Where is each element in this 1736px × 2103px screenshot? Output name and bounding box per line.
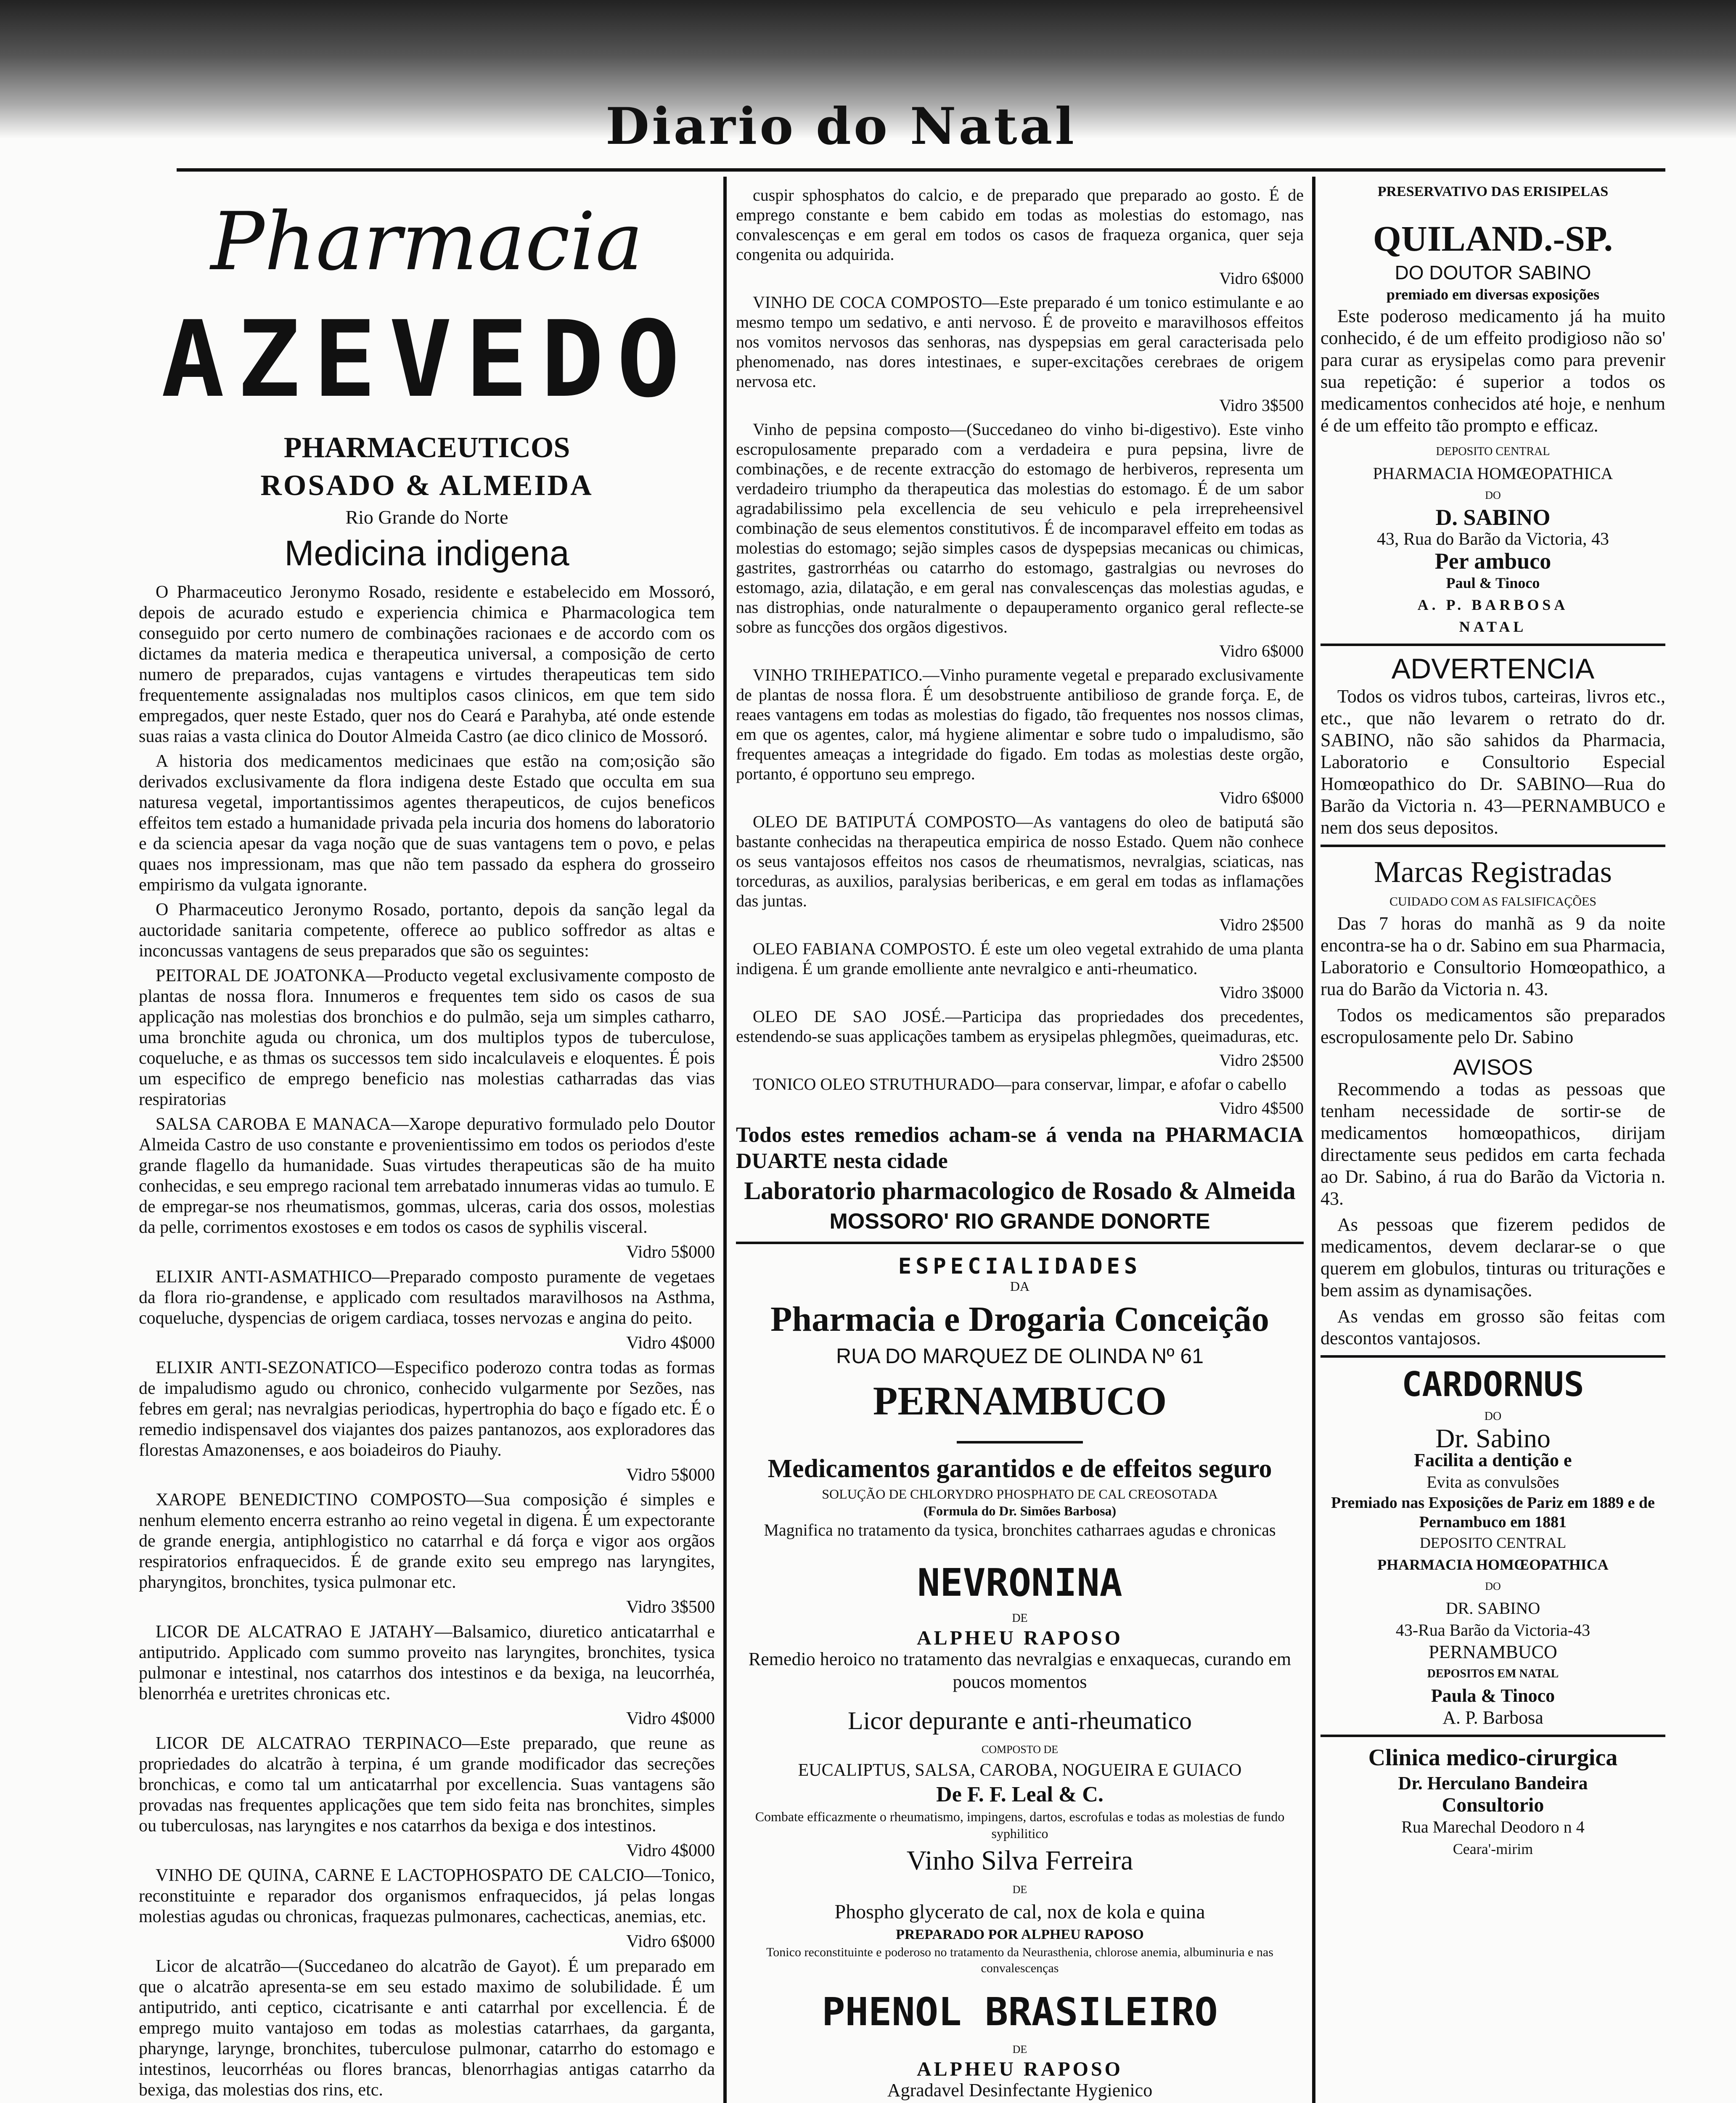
phenol-de: DE <box>1012 2043 1027 2055</box>
cardornus-premiado: Premiado nas Exposições de Pariz em 1889 e de Pernambuco em 1881 <box>1331 1494 1655 1531</box>
advertencia-title: ADVERTENCIA <box>1391 653 1595 685</box>
column-divider-2 <box>1312 177 1315 2103</box>
phenol-author: ALPHEU RAPOSO <box>916 2058 1123 2080</box>
product-salsa: SALSA CAROBA E MANACA—Xarope depurativo formulado pelo Doutor Almeida Castro de uso constante e provenientissimo em todos os periodos d'este grande flagello da humanidade. Suas virtudes therapeuticas são de ha muito conhecidas, e seu emprego racional tem arrebatado innumeras vidas ao tumulo. E de empregar-se nos rheumatismos, gommas, ulceras, caria dos ossos, molestias da pelle, corrimentos exostoses e em todos os casos de syphilis visceral. <box>139 1115 715 1237</box>
especialidades-title: ESPECIALIDADES <box>898 1254 1142 1279</box>
d-sabino: D. SABINO <box>1435 505 1551 530</box>
marcas-sub: CUIDADO COM AS FALSIFICAÇÕES <box>1389 895 1597 908</box>
price-elixir-sezonatico: Vidro 5$000 <box>626 1465 715 1485</box>
price-trihepatico: Vidro 6$000 <box>1219 788 1304 807</box>
intro-paragraph: O Pharmaceutico Jeronymo Rosado, residente e estabelecido em Mossoró, depois de acurado estudo e experiencia chimica e Pharmacologica tem conseguido por certo numero de combinações racionaes e de accordo com os dictames da materia medica e therapeutica universal, a composição de certo numero de preparados, cujas vantagens e virtudes therapeuticas tem sido frequentemente assignaladas nos multiplos casos clinicos, em que tem sido empregados, quer neste Estado, quer nos do Ceará e Parahyba, até onde estende suas raias a vasta clinica do Doutor Almeida Castro (ae dico clinico de Mossoró. <box>139 583 715 746</box>
nevronina-de: DE <box>1012 1612 1028 1625</box>
price-oleo-sao-jose: Vidro 2$500 <box>1219 1051 1304 1070</box>
cardornus-depositos-natal: DEPOSITOS EM NATAL <box>1427 1667 1559 1680</box>
do-label: DO <box>1485 489 1501 501</box>
column-2 <box>736 185 1304 2103</box>
avisos-text-1: Recommendo a todas as pessoas que tenham necessidade de sortir-se de medicamentos homœopathicos, dirijam directamente seus pedidos em carta fechada ao Dr. Sabino, á rua do Barão da Victoria n. 43. <box>1321 1079 1665 1209</box>
phospho-desc: Tonico reconstituinte e poderoso no tratamento da Neurasthenia, chlorose anemia, albuminuria e nas convalescenças <box>766 1945 1273 1975</box>
price-oleo-fabiana: Vidro 3$000 <box>1219 983 1304 1002</box>
column-1 <box>139 185 715 2103</box>
divider <box>1321 644 1665 646</box>
todos-medicamentos-text: Todos os medicamentos são preparados escropulosamente pelo Dr. Sabino <box>1321 1005 1665 1047</box>
paul-tinoco: Paul & Tinoco <box>1446 575 1540 591</box>
product-elixir-sezonatico: ELIXIR ANTI-SEZONATICO—Especifico poderozo contra todas as formas de impaludismo agudo ou chronico, conhecido vulgarmente por Sezões, nas febres em geral; nas nevralgias periodicas, hypertrophia do baço e fígado etc. É o remedio indispensavel dos viajantes dos paizes pantanozos, aos exploradores das florestas Amazonenses, e aos boiadeiros do Piauhy. <box>139 1358 715 1460</box>
horas-text: Das 7 horas do manhã as 9 da noite encontra-se ha o dr. Sabino em sua Pharmacia, Laboratorio e Consultorio Homœopathico, a rua do Barão da Victoria n. 43. <box>1321 913 1665 999</box>
price-vinho-quina: Vidro 6$000 <box>626 1932 715 1951</box>
divider <box>1321 1735 1665 1737</box>
cardornus-pharmacia: PHARMACIA HOMŒOPATHICA <box>1377 1556 1609 1573</box>
product-licor-jatahy: LICOR DE ALCATRAO E JATAHY—Balsamico, diuretico anticatarrhal e antiputrido. Applicado com summo proveito nas laryngites, bronchites, tysica pulmonar e intestinal, nos catarrhos dos intestinos e da bexiga, na leucorrhéa, blenorrhéa e uretrites chronicas etc. <box>139 1622 715 1703</box>
product-tonico: TONICO OLEO STRUTHURADO—para conservar, limpar, e afofar o cabello <box>753 1075 1287 1094</box>
history-paragraph: A historia dos medicamentos medicinaes que estão na com;osição são derivados exclusivamente da flora indigena deste Estado que occulta em sua naturesa vegetal, importantissimos agentes therapeuticos, de cujos beneficos effeitos tem estado a humanidade privada pela incuria dos homens do laboratorio e da sciencia apesar da vaga noção que de suas vantagens tem o povo, e pelas quaes nos impressionam, mas que não tem passado da esphera do grosseiro empirismo da vulgata ignorante. <box>139 752 715 895</box>
nevronina-title: NEVRONINA <box>917 1561 1122 1605</box>
natal: NATAL <box>1459 618 1527 635</box>
laboratorio-name: Laboratorio pharmacologico de Rosado & Almeida <box>744 1177 1296 1205</box>
price-pepsina: Vidro 6$000 <box>1219 641 1304 660</box>
quiland-title: QUILAND.-SP. <box>1373 218 1613 259</box>
cardornus-barbosa: A. P. Barbosa <box>1442 1707 1543 1728</box>
todos-remedios-notice: Todos estes remedios acham-se á venda na PHARMACIA DUARTE nesta cidade <box>736 1123 1304 1173</box>
product-oleo-fabiana: OLEO FABIANA COMPOSTO. É este um oleo vegetal extrahido de uma planta indigena. É um grande emolliente ante nevralgico e anti-rheumatico. <box>736 939 1304 978</box>
top-rule <box>177 168 1665 172</box>
avisos-text-3: As vendas em grosso são feitas com descontos vantajosos. <box>1321 1306 1665 1348</box>
product-vinho-coca: VINHO DE COCA COMPOSTO—Este preparado é um tonico estimulante e ao mesmo tempo um sedativo, e anti nervoso. É de proveito e maravilhosos effeitos nos vomitos nervosos das senhoras, nas dyspepsias em geral caracterisada pelo phenomenado, nas dores intestinaes, e super-excitações cerebraes de origem nervosa etc. <box>736 293 1304 391</box>
phospho-by: PREPARADO POR ALPHEU RAPOSO <box>896 1927 1144 1942</box>
laboratorio-place: MOSSORO' RIO GRANDE DONORTE <box>829 1209 1210 1234</box>
product-licor-alcatrao: Licor de alcatrão—(Succedaneo do alcatrão de Gayot). É um preparado em que o alcatrão apresenta-se em seu estado maximo de solubilidade. É um antiputrido, anti ceptico, cicatrisante e anti catarrhal por excellencia. É de emprego muito vantajoso em todas as molestias catarrhaes, da garganta, pharynge, larynge, bronchites, tuberculose pulmonar, catarrho do estomago e intestinos, leucorrhéas ou flores brancas, blenorrhagias antigas catarrho da bexiga, das molestias dos rins, etc. <box>139 1957 715 2100</box>
phospho-title: Phospho glycerato de cal, nox de kola e quina <box>834 1901 1205 1923</box>
address-barao: 43, Rua do Barão da Victoria, 43 <box>1377 530 1609 549</box>
product-peitoral: PEITORAL DE JOATONKA—Producto vegetal exclusivamente composto de plantas de nossa flora. Innumeros e frequentes tem sido os casos de sua applicação nas molestias dos bronchios e do pulmão, seja um simples catharro, uma bronchite aguda ou chronica, um dos multiplos typos de tuberculose, coqueluche, e as thmas os successos tem sido incalculaveis e eloquentes. É pois um especifico de emprego beneficio nas molestias catharradas das vias respiratorias <box>139 966 715 1109</box>
price-vinho-coca: Vidro 3$500 <box>1219 396 1304 415</box>
cardornus-title: CARDORNUS <box>1402 1365 1584 1404</box>
price-licor-jatahy: Vidro 4$000 <box>626 1709 715 1728</box>
price-xarope: Vidro 3$500 <box>626 1597 715 1617</box>
pharmacy-owners: ROSADO & ALMEIDA <box>260 469 593 502</box>
cardornus-do: DO <box>1484 1410 1502 1423</box>
clinica-address: Rua Marechal Deodoro n 4 <box>1401 1817 1585 1836</box>
licor-composto: COMPOSTO DE <box>981 1743 1059 1756</box>
vinho-silva-de: DE <box>1012 1883 1027 1896</box>
phenol-title: PHENOL BRASILEIRO <box>822 1989 1218 2034</box>
product-oleo-sao-jose: OLEO DE SAO JOSÉ.—Participa das propriedades dos precedentes, estendendo-se suas applicações tambem as erysipelas phlegmões, queimaduras, etc. <box>736 1007 1304 1046</box>
avisos-text-2: As pessoas que fizerem pedidos de medicamentos, devem declarar-se o que querem em globulos, tinturas ou triturações e bem assim as dynamisações. <box>1321 1214 1665 1300</box>
price-salsa: Vidro 5$000 <box>626 1242 715 1262</box>
section-heading: Medicina indigena <box>284 533 569 573</box>
price-coca-carne: Vidro 6$000 <box>1219 269 1304 288</box>
cardornus-city: PERNAMBUCO <box>1429 1642 1557 1662</box>
cardornus-do2: DO <box>1485 1580 1501 1592</box>
pharmacy-script-title: Pharmacia <box>210 195 643 288</box>
cardornus-paula-tinoco: Paula & Tinoco <box>1431 1685 1555 1706</box>
product-vinho-quina: VINHO DE QUINA, CARNE E LACTOPHOSPATO DE CALCIO—Tonico, reconstituinte e reparador dos organismos enfraquecidos, já pelas longas molestias agudas ou chronicas, fraquezas pulmonares, cachecticas, anemias, etc. <box>139 1866 715 1926</box>
clinica-doctor: Dr. Herculano Bandeira <box>1398 1773 1588 1793</box>
pharmacy-name: AZEVEDO <box>161 298 693 421</box>
medicamentos-sub: SOLUÇÃO DE CHLORYDRO PHOSPHATO DE CAL CREOSOTADA <box>822 1486 1218 1502</box>
clinica-city: Ceara'-mirim <box>1453 1841 1533 1857</box>
licor-desc: Combate efficazmente o rheumatismo, impingens, dartos, escrofulas e todas as molestias de fundo syphilitico <box>755 1809 1285 1841</box>
clinica-consultorio: Consultorio <box>1442 1794 1544 1816</box>
product-elixir-asmathico: ELIXIR ANTI-ASMATHICO—Preparado composto puramente de vegetaes da flora rio-grandense, e applicado com resultados maravilhosos na Asthma, coqueluche, dyspencias de origem cardiaca, tosses nervozas e angina do peito. <box>139 1267 715 1328</box>
per-ambuco: Per ambuco <box>1434 548 1551 574</box>
medicamentos-desc: Magnifica no tratamento da tysica, bronchites catharraes agudas e chronicas <box>764 1520 1276 1539</box>
quiland-by: DO DOUTOR SABINO <box>1395 262 1591 283</box>
product-licor-terpinaco: LICOR DE ALCATRAO TERPINACO—Este preparado, que reune as propriedades do alcatrão à terpina, é um grande modificador das secreções bronchicas, e como tal um anticatarrhal por excellencia. Suas vantagens são provadas nas frequentes applicações que tem sido feita nas bronchites, simples ou tuberculosas, nas laryngites e nos catarrhos da bexiga e dos intestinos. <box>139 1734 715 1835</box>
deposito-central: DEPOSITO CENTRAL <box>1436 445 1550 458</box>
cardornus-deposito: DEPOSITO CENTRAL <box>1419 1534 1567 1551</box>
coca-carne-continued: cuspir sphosphatos do calcio, e de preparado que preparado ao gosto. É de emprego constante e bem cabido em todas as molestias do estomago, nas convalescenças e em geral em todos os casos de fraqueza organica, quer seja congenita ou adquirida. <box>736 185 1304 264</box>
product-trihepatico: VINHO TRIHEPATICO.—Vinho puramente vegetal e preparado exclusivamente de plantas de nossa flora. É um desobstruente antibilioso de grande força. E, de reaes vantagens em todas as molestias do figado, tão frequentes nos nossos climas, em que os agentes, calor, má hygiene alimentar e sobre tudo o impaludismo, são frequentes ameaças a integridade do figado. Em todas as molestias deste orgão, portanto, é opportuno seu emprego. <box>736 665 1304 783</box>
especialidades-da: DA <box>1010 1279 1030 1294</box>
product-pepsina: Vinho de pepsina composto—(Succedaneo do vinho bi-digestivo). Este vinho escropulosamente preparado com a verdadeira e pura pepsina, livre de combinações, e de recente extracção do estomago de herbiveros, representa um verdadeiro triumpho da therapeutica das molestias do estomago. É de um sabor agradabilissimo pela excellencia de seu vehiculo e pela irrepreheensivel combinação de seus elementos constitutivos. É de incomparavel effeito em todas as molestias do estomago; sejão simples casos de dyspepsias mecanicas ou chimicas, gastrites, gastrorrhéas ou catarrho do estomago, gastralgias ou nevroses do estomago, azia, dilatação, e em geral nas convalescenças das molestias agudas, e nas distrophias, onde naturalmente o depauperamento organico geral reflecte-se sobre as funcções dos orgãos digestivos. <box>736 420 1304 636</box>
divider <box>736 1242 1304 1244</box>
cardornus-evita: Evita as convulsões <box>1426 1473 1559 1491</box>
phenol-sub: Agradavel Desinfectante Hygienico <box>887 2080 1153 2100</box>
vinho-silva-title: Vinho Silva Ferreira <box>906 1845 1133 1876</box>
especialidades-address: RUA DO MARQUEZ DE OLINDA Nº 61 <box>836 1344 1204 1368</box>
barbosa: A. P. BARBOSA <box>1417 596 1569 613</box>
product-oleo-batiputa: OLEO DE BATIPUTÁ COMPOSTO—As vantagens do oleo de batiputá são bastante conhecidas na therapeutica empirica de nosso Estado. Quem não conhece os seus vantajosos effeitos nos casos de rheumatismos, nevralgias, sciaticas, nas torceduras, as auxilios, paralysias beribericas, e em geral em todas as inflamações das juntas. <box>736 812 1304 910</box>
licor-ingredients: EUCALIPTUS, SALSA, CAROBA, NOGUEIRA E GUIACO <box>798 1761 1242 1780</box>
newspaper-title: Diario do Natal <box>606 97 1077 156</box>
nevronina-desc: Remedio heroico no tratamento das nevralgias e enxaquecas, curando em poucos momentos <box>748 1649 1291 1692</box>
cardornus-dr-sabino: DR. SABINO <box>1445 1599 1540 1618</box>
quiland-description: Este poderoso medicamento já ha muito conhecido, é de um effeito prodigioso não so' para curar as erysipelas como para prevenir sua repetição: é superior a todos os medicamentos conhecidos até hoje, e nenhum é de um effeito tão prompto e efficaz. <box>1321 306 1665 436</box>
divider <box>1321 845 1665 847</box>
especialidades-city: PERNAMBUCO <box>873 1378 1167 1423</box>
medicamentos-formula: (Formula do Dr. Simões Barbosa) <box>923 1503 1117 1518</box>
advertencia-text: Todos os vidros tubos, carteiras, livros etc., etc., que não levarem o retrato do dr. SABINO, não são sahidos da Pharmacia, Laboratorio e Consultorio Especial Homœopathico do Dr. SABINO—Rua do Barão da Victoria n. 43—PERNAMBUCO e nem dos seus depositos. <box>1321 686 1665 838</box>
cardornus-dr: Dr. Sabino <box>1435 1423 1551 1453</box>
preservativo-title: PRESERVATIVO DAS ERISIPELAS <box>1377 184 1609 199</box>
price-tonico: Vidro 4$500 <box>1219 1099 1304 1118</box>
price-oleo-batiputa: Vidro 2$500 <box>1219 915 1304 934</box>
pharmacia-homoeopathica: PHARMACIA HOMŒOPATHICA <box>1373 464 1613 483</box>
price-licor-terpinaco: Vidro 4$000 <box>626 1841 715 1860</box>
especialidades-name: Pharmacia e Drogaria Conceição <box>770 1300 1269 1339</box>
nevronina-author: ALPHEU RAPOSO <box>916 1627 1123 1649</box>
divider <box>1321 1355 1665 1358</box>
cardornus-facilita: Facilita a dentição e <box>1414 1450 1572 1470</box>
medicamentos-title: Medicamentos garantidos e de effeitos seguro <box>767 1454 1272 1483</box>
pharmacy-subtitle: PHARMACEUTICOS <box>283 432 570 464</box>
offer-paragraph: O Pharmaceutico Jeronymo Rosado, portanto, depois da sanção legal da auctoridade sanitaria competente, offerece ao publico soffredor as altas e inconcussas vantagens de seus preparados que são os seguintes: <box>139 900 715 961</box>
marcas-title: Marcas Registradas <box>1374 855 1612 889</box>
product-xarope: XAROPE BENEDICTINO COMPOSTO—Sua composição é simples e nenhum elemento encerra estranho ao reino vegetal in digena. É um expectorante de grande energia, antiphlogistico no catarrhal e dá força e vigor aos orgãos respiratorios enfraquecidos. É de grande exito seu emprego nas laryngites, pharyngitos, bronchites, tysica pulmonar etc. <box>139 1490 715 1592</box>
avisos-title: AVISOS <box>1453 1055 1533 1080</box>
ornament <box>957 1441 1083 1443</box>
clinica-title: Clinica medico-cirurgica <box>1368 1745 1618 1771</box>
cardornus-address: 43-Rua Barão da Victoria-43 <box>1395 1621 1590 1639</box>
column-divider-1 <box>723 177 727 2103</box>
licor-maker: De F. F. Leal & C. <box>936 1783 1104 1806</box>
quiland-premiado: premiado em diversas exposições <box>1386 286 1600 303</box>
licor-depurante-title: Licor depurante e anti-rheumatico <box>848 1707 1192 1735</box>
price-elixir-asmathico: Vidro 4$000 <box>626 1333 715 1353</box>
column-3 <box>1321 181 1665 1860</box>
pharmacy-place: Rio Grande do Norte <box>345 506 508 528</box>
